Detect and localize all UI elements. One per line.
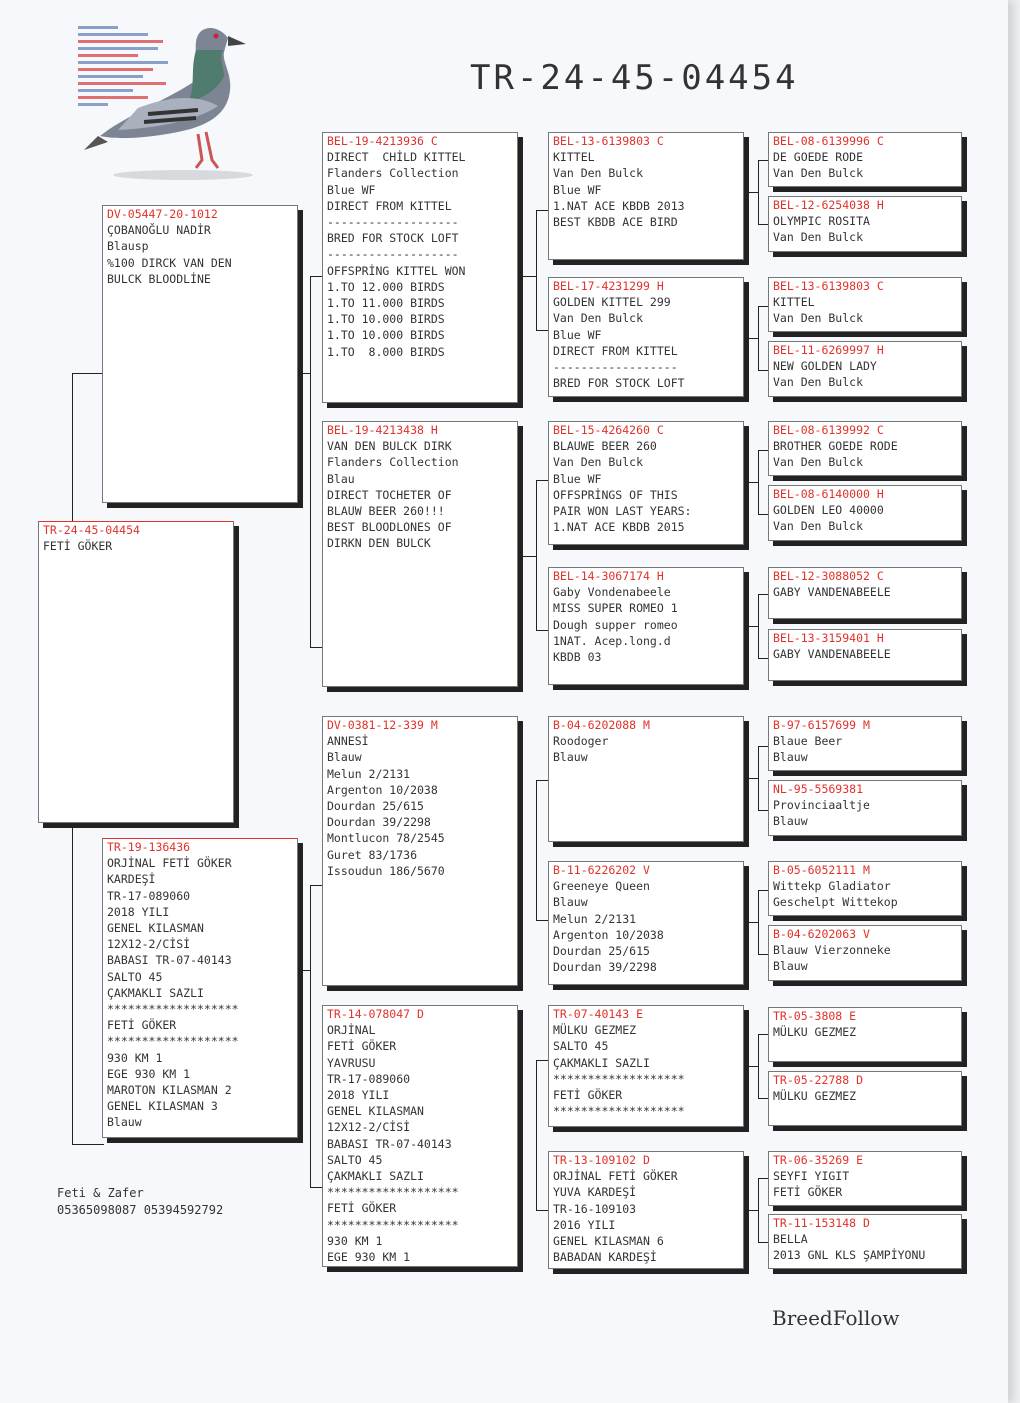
g4-box-1 xyxy=(768,132,962,187)
pedigree-line: Blauw xyxy=(773,959,808,974)
pedigree-line: KARDEŞİ xyxy=(107,872,156,887)
pedigree-line: ******************* xyxy=(327,1185,459,1200)
connector xyxy=(746,338,758,339)
connector xyxy=(536,210,537,330)
g4-box-5 xyxy=(768,421,962,476)
pedigree-line: Blauw xyxy=(773,750,808,765)
g4-box-11 xyxy=(768,861,962,916)
g4-box-14 xyxy=(768,1071,962,1126)
pedigree-line: BRED FOR STOCK LOFT xyxy=(327,231,459,246)
ring-number: TR-19-136436 xyxy=(107,840,191,854)
pedigree-line: BEST BLOODLONES OF xyxy=(327,520,452,535)
connector xyxy=(746,482,758,483)
pedigree-line: Van Den Bulck xyxy=(773,230,864,245)
ring-number: BEL-13-6139803 C xyxy=(553,134,664,148)
pedigree-line: OFFSPRİNGS OF THIS xyxy=(553,487,678,502)
pedigree-line: Wittekp Gladiator xyxy=(773,879,891,894)
connector xyxy=(746,922,758,923)
pedigree-line: ORJİNAL FETİ GÖKER xyxy=(553,1169,678,1184)
ring-number: TR-06-35269 E xyxy=(773,1153,864,1167)
pedigree-line: Blauw xyxy=(327,750,362,765)
pedigree-line: Dourdan 39/2298 xyxy=(327,815,431,830)
pedigree-line: FETİ GÖKER xyxy=(107,1018,177,1033)
connector xyxy=(746,192,758,193)
pedigree-line: GABY VANDENABEELE xyxy=(773,585,891,600)
connector xyxy=(758,1178,759,1242)
pedigree-line: Dourdan 25/615 xyxy=(327,799,424,814)
g4-box-12 xyxy=(768,925,962,981)
ss-sire-box xyxy=(548,132,744,260)
pedigree-line: DIRECT FROM KITTEL xyxy=(553,343,678,358)
pedigree-line: Van Den Bulck xyxy=(773,519,864,534)
pedigree-line: Blaue Beer xyxy=(773,734,843,749)
pedigree-line: Blau xyxy=(327,471,355,486)
dam-box xyxy=(102,838,298,1138)
pedigree-line: ÇAKMAKLI SAZLI xyxy=(107,985,204,1000)
pedigree-line: MISS SUPER ROMEO 1 xyxy=(553,601,678,616)
pedigree-line: Van Den Bulck xyxy=(553,455,644,470)
pedigree-line: ******************* xyxy=(107,1002,239,1017)
g4-box-8 xyxy=(768,629,962,681)
pedigree-line: Van Den Bulck xyxy=(773,166,864,181)
pedigree-line: DIRECT CHİLD KITTEL xyxy=(327,150,466,165)
pedigree-line: BEST KBDB ACE BIRD xyxy=(553,215,678,230)
pedigree-line: Geschelpt Wittekop xyxy=(773,895,898,910)
pedigree-line: Blauw Vierzonneke xyxy=(773,943,891,958)
pedigree-line: EGE 930 KM 1 xyxy=(327,1250,411,1265)
pedigree-line: GABY VANDENABEELE xyxy=(773,647,891,662)
pedigree-line: BLAUWE BEER 260 xyxy=(553,439,657,454)
ring-number: BEL-19-4213936 C xyxy=(327,134,438,148)
fine-print-block xyxy=(78,26,173,110)
pedigree-line: Dough supper romeo xyxy=(553,617,678,632)
pedigree-line: ORJİNAL xyxy=(327,1023,376,1038)
pedigree-line: 1NAT. Acep.long.d xyxy=(553,633,671,648)
pedigree-line: Guret 83/1736 xyxy=(327,847,418,862)
pedigree-line: Blauw xyxy=(553,895,588,910)
pedigree-line: 1.NAT ACE KBDB 2013 xyxy=(553,198,685,213)
sire-dam-box xyxy=(322,421,518,687)
pedigree-line: ANNESİ xyxy=(327,734,369,749)
pedigree-line: %100 DIRCK VAN DEN xyxy=(107,255,232,270)
pedigree-line: BULCK BLOODLİNE xyxy=(107,271,211,286)
pedigree-line: 1.TO 12.000 BIRDS xyxy=(327,279,445,294)
pedigree-line: GENEL KILASMAN xyxy=(327,1104,424,1119)
ds-dam-box xyxy=(548,861,744,985)
sd-dam-box xyxy=(548,567,744,685)
ring-number: DV-0381-12-339 M xyxy=(327,718,438,732)
dd-dam-box xyxy=(548,1151,744,1269)
pedigree-line: ORJİNAL FETİ GÖKER xyxy=(107,856,232,871)
pedigree-line: SALTO 45 xyxy=(553,1039,609,1054)
dd-sire-box xyxy=(548,1005,744,1127)
connector xyxy=(746,778,758,779)
pedigree-line: KITTEL xyxy=(553,150,595,165)
pedigree-line: ÇAKMAKLI SAZLI xyxy=(553,1055,650,1070)
connector xyxy=(310,276,311,647)
pedigree-line: ------------------- xyxy=(327,215,459,230)
ring-number: TR-13-109102 D xyxy=(553,1153,650,1167)
connector xyxy=(746,1066,758,1067)
ring-number: BEL-19-4213438 H xyxy=(327,423,438,437)
connector xyxy=(746,1210,758,1211)
pedigree-line: SALTO 45 xyxy=(107,969,163,984)
pedigree-line: YAVRUSU xyxy=(327,1055,376,1070)
pedigree-line: 930 KM 1 xyxy=(327,1233,383,1248)
g4-box-2 xyxy=(768,196,962,252)
pedigree-line: Blausp xyxy=(107,239,149,254)
pedigree-line: TR-17-089060 xyxy=(107,888,191,903)
pedigree-line: KITTEL xyxy=(773,295,815,310)
pedigree-line: Melun 2/2131 xyxy=(327,766,411,781)
ring-number: BEL-15-4264260 C xyxy=(553,423,664,437)
pedigree-line: Van Den Bulck xyxy=(773,311,864,326)
pedigree-line: MAROTON KILASMAN 2 xyxy=(107,1083,232,1098)
pedigree-line: Dourdan 25/615 xyxy=(553,944,650,959)
pedigree-line: Van Den Bulck xyxy=(773,375,864,390)
pedigree-line: 12X12-2/CİSİ xyxy=(327,1120,411,1135)
pedigree-line: YUVA KARDEŞİ xyxy=(553,1185,637,1200)
pedigree-line: GOLDEN KITTEL 299 xyxy=(553,295,671,310)
pedigree-line: SEYFI YIGIT xyxy=(773,1169,850,1184)
ring-number: B-05-6052111 M xyxy=(773,863,870,877)
ring-number: B-97-6157699 M xyxy=(773,718,870,732)
pedigree-line: ******************* xyxy=(553,1071,685,1086)
sire-box xyxy=(102,205,298,503)
ring-number: BEL-08-6139996 C xyxy=(773,134,884,148)
pedigree-line: GENEL KILASMAN xyxy=(107,921,204,936)
pedigree-line: 1.TO 10.000 BIRDS xyxy=(327,328,445,343)
ring-number: TR-11-153148 D xyxy=(773,1216,870,1230)
pedigree-line: DIRECT FROM KITTEL xyxy=(327,198,452,213)
ring-number: BEL-11-6269997 H xyxy=(773,343,884,357)
pedigree-line: Provinciaaltje xyxy=(773,798,870,813)
pedigree-line: FETİ GÖKER xyxy=(553,1088,623,1103)
pedigree-line: Greeneye Queen xyxy=(553,879,650,894)
pedigree-line: Dourdan 39/2298 xyxy=(553,960,657,975)
pedigree-line: FETİ GÖKER xyxy=(327,1039,397,1054)
pedigree-line: 2018 YILI xyxy=(107,904,170,919)
pedigree-line: OLYMPIC ROSITA xyxy=(773,214,870,229)
pedigree-line: Flanders Collection xyxy=(327,166,459,181)
pedigree-line: BELLA xyxy=(773,1232,808,1247)
pedigree-line: 1.NAT ACE KBDB 2015 xyxy=(553,520,685,535)
connector xyxy=(300,970,310,971)
g4-box-16 xyxy=(768,1214,962,1269)
pedigree-line: Roodoger xyxy=(553,734,609,749)
connector xyxy=(520,276,536,277)
g4-box-4 xyxy=(768,341,962,397)
pedigree-line: OFFSPRİNG KITTEL WON xyxy=(327,263,466,278)
pedigree-line: 2016 YILI xyxy=(553,1217,616,1232)
ring-number: DV-05447-20-1012 xyxy=(107,207,218,221)
pedigree-line: Blauw xyxy=(553,750,588,765)
pedigree-line: BABADAN KARDEŞİ xyxy=(553,1250,657,1265)
pedigree-line: Blauw xyxy=(107,1115,142,1130)
pedigree-line: DE GOEDE RODE xyxy=(773,150,864,165)
connector xyxy=(536,1060,537,1210)
dam-dam-box xyxy=(322,1005,518,1267)
pedigree-line: Gaby Vondenabeele xyxy=(553,585,671,600)
pedigree-line: 1.TO 10.000 BIRDS xyxy=(327,312,445,327)
pedigree-line: MÜLKU GEZMEZ xyxy=(553,1023,637,1038)
g4-box-10 xyxy=(768,780,962,836)
pedigree-line: FETİ GÖKER xyxy=(773,1185,843,1200)
pedigree-line: 12X12-2/CİSİ xyxy=(107,937,191,952)
page-title: TR-24-45-04454 xyxy=(470,58,799,98)
connector xyxy=(520,556,536,557)
pedigree-line: VAN DEN BULCK DIRK xyxy=(327,439,452,454)
connector xyxy=(536,780,537,920)
connector xyxy=(536,480,537,630)
pedigree-line: SALTO 45 xyxy=(327,1152,383,1167)
connector xyxy=(758,306,759,370)
connector xyxy=(758,890,759,954)
pedigree-line: 930 KM 1 xyxy=(107,1050,163,1065)
sire-sire-box xyxy=(322,132,518,403)
pedigree-line: Blue WF xyxy=(553,182,602,197)
pedigree-line: ÇOBANOĞLU NADİR xyxy=(107,223,211,238)
ring-number: B-04-6202088 M xyxy=(553,718,650,732)
ring-number: BEL-13-3159401 H xyxy=(773,631,884,645)
connector xyxy=(758,1034,759,1098)
pedigree-line: Blue WF xyxy=(553,327,602,342)
pedigree-line: BABASI TR-07-40143 xyxy=(327,1136,452,1151)
ring-number: TR-05-3808 E xyxy=(773,1009,857,1023)
breeder-name: Feti & Zafer xyxy=(57,1186,144,1200)
pedigree-line: Argenton 10/2038 xyxy=(553,927,664,942)
dam-sire-box xyxy=(322,716,518,986)
pedigree-line: Van Den Bulck xyxy=(553,311,644,326)
pedigree-line: BABASI TR-07-40143 xyxy=(107,953,232,968)
pedigree-line: ------------------ xyxy=(553,360,678,375)
connector xyxy=(72,373,104,374)
pedigree-line: MÜLKU GEZMEZ xyxy=(773,1089,857,1104)
ds-sire-box xyxy=(548,716,744,842)
pedigree-line: TR-17-089060 xyxy=(327,1071,411,1086)
pedigree-line: Blue WF xyxy=(327,182,376,197)
pedigree-line: GOLDEN LEO 40000 xyxy=(773,503,884,518)
pedigree-line: Melun 2/2131 xyxy=(553,911,637,926)
g4-box-7 xyxy=(768,567,962,619)
pedigree-line: 2013 GNL KLS ŞAMPİYONU xyxy=(773,1248,926,1263)
pedigree-line: ------------------- xyxy=(327,247,459,262)
ring-number: BEL-17-4231299 H xyxy=(553,279,664,293)
brand-logo-text: BreedFollow xyxy=(772,1306,900,1330)
pedigree-line: FETİ GÖKER xyxy=(327,1201,397,1216)
pedigree-line: NEW GOLDEN LADY xyxy=(773,359,877,374)
pedigree-line: 1.TO 11.000 BIRDS xyxy=(327,296,445,311)
connector xyxy=(310,885,311,1187)
pedigree-line: KBDB 03 xyxy=(553,650,602,665)
pedigree-line: GENEL KILASMAN 6 xyxy=(553,1234,664,1249)
pedigree-line: Issoudun 186/5670 xyxy=(327,863,445,878)
pedigree-line: BROTHER GOEDE RODE xyxy=(773,439,898,454)
g4-box-3 xyxy=(768,277,962,332)
pedigree-line: ******************* xyxy=(107,1034,239,1049)
ring-number: BEL-14-3067174 H xyxy=(553,569,664,583)
connector xyxy=(758,746,759,810)
pedigree-line: BRED FOR STOCK LOFT xyxy=(553,376,685,391)
ring-number: B-11-6226202 V xyxy=(553,863,650,877)
connector xyxy=(758,594,759,658)
pedigree-line: ÇAKMAKLI SAZLI xyxy=(327,1169,424,1184)
sd-sire-box xyxy=(548,421,744,545)
g4-box-15 xyxy=(768,1151,962,1206)
pedigree-line: 1.TO 8.000 BIRDS xyxy=(327,344,445,359)
ring-number: TR-14-078047 D xyxy=(327,1007,424,1021)
ring-number: NL-95-5569381 xyxy=(773,782,864,796)
ring-number: BEL-13-6139803 C xyxy=(773,279,884,293)
breeder-phones: 05365098087 05394592792 xyxy=(57,1203,224,1217)
pedigree-line: 2018 YILI xyxy=(327,1088,390,1103)
pedigree-line: PAIR WON LAST YEARS: xyxy=(553,504,692,519)
connector xyxy=(300,373,310,374)
g4-box-13 xyxy=(768,1007,962,1062)
ss-dam-box xyxy=(548,277,744,397)
subject-box xyxy=(38,521,234,823)
ring-number: TR-24-45-04454 xyxy=(43,523,140,537)
connector xyxy=(758,160,759,224)
ring-number: BEL-12-6254038 H xyxy=(773,198,884,212)
pedigree-line: FETİ GÖKER xyxy=(43,539,113,554)
connector xyxy=(746,626,758,627)
g4-box-6 xyxy=(768,485,962,541)
pedigree-line: Montlucon 78/2545 xyxy=(327,831,445,846)
connector xyxy=(72,1144,104,1145)
pedigree-line: Flanders Collection xyxy=(327,455,459,470)
pedigree-line: Blauw xyxy=(773,814,808,829)
ring-number: B-04-6202063 V xyxy=(773,927,870,941)
pedigree-line: ******************* xyxy=(327,1217,459,1232)
pedigree-line: MÜLKU GEZMEZ xyxy=(773,1025,857,1040)
pedigree-line: Van Den Bulck xyxy=(773,455,864,470)
ring-number: TR-05-22788 D xyxy=(773,1073,864,1087)
pedigree-line: DIRECT TOCHETER OF xyxy=(327,487,452,502)
connector xyxy=(758,450,759,514)
g4-box-9 xyxy=(768,716,962,771)
ring-number: TR-07-40143 E xyxy=(553,1007,644,1021)
pedigree-line: BLAUW BEER 260!!! xyxy=(327,504,445,519)
pedigree-line: Van Den Bulck xyxy=(553,166,644,181)
pedigree-line: EGE 930 KM 1 xyxy=(107,1066,191,1081)
pedigree-line: Blue WF xyxy=(553,471,602,486)
ring-number: BEL-08-6140000 H xyxy=(773,487,884,501)
pedigree-line: TR-16-109103 xyxy=(553,1201,637,1216)
pedigree-line: DIRKN DEN BULCK xyxy=(327,536,431,551)
pedigree-line: Argenton 10/2038 xyxy=(327,782,438,797)
pedigree-line: GENEL KILASMAN 3 xyxy=(107,1099,218,1114)
ring-number: BEL-08-6139992 C xyxy=(773,423,884,437)
pedigree-line: ******************* xyxy=(553,1104,685,1119)
ring-number: BEL-12-3088052 C xyxy=(773,569,884,583)
